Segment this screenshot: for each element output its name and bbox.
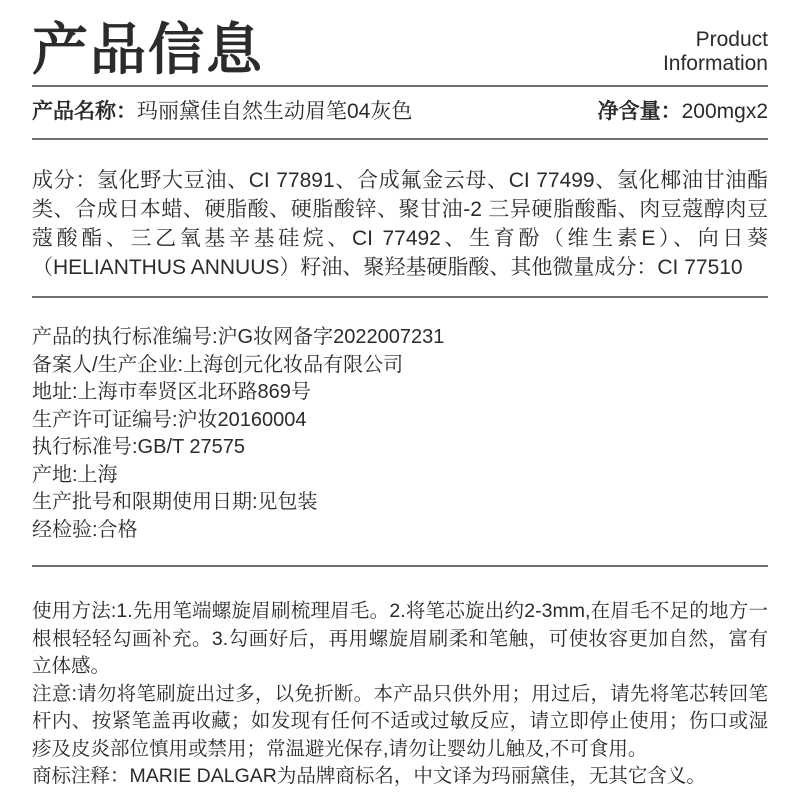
ingredients-paragraph xyxy=(32,166,768,282)
registration-line-batch-date: 生产批号和限期使用日期:见包装 xyxy=(32,491,318,513)
registration-line-origin: 产地:上海 xyxy=(32,463,118,486)
registration-block xyxy=(32,324,768,544)
usage-block xyxy=(32,598,768,791)
page-title-english xyxy=(663,28,768,78)
product-name-label: 产品名称： xyxy=(32,100,137,123)
net-content-value: 200mgx2 xyxy=(681,100,768,123)
product-name-value: 玛丽黛佳自然生动眉笔04灰色 xyxy=(137,100,413,123)
product-name xyxy=(32,100,412,124)
usage-caution-paragraph: 注意:请勿将笔刷旋出过多，以免折断。本产品只供外用；用过后，请先将笔芯转回笔杆内、按紧笔盖再收藏；如发现有任何不适或过敏反应，请立即停止使用；伤口或湿疹及皮炎部位慎用或禁用；常温避光保存,请勿让婴幼儿触及,不可食用。 xyxy=(32,682,768,760)
trademark-note-paragraph: 商标注释：MARIE DALGAR为品牌商标名，中文译为玛丽黛佳，无其它含义。 xyxy=(32,765,706,787)
divider-under-registration xyxy=(32,565,768,567)
usage-instructions-paragraph: 使用方法:1.先用笔端螺旋眉刷梳理眉毛。2.将笔芯旋出约2-3mm,在眉毛不足的地方一根根轻轻勾画补充。3.勾画好后，再用螺旋眉刷柔和笔触，可使妆容更加自然，富有立体感。 xyxy=(32,600,768,677)
divider-under-summary xyxy=(32,138,768,140)
page-header xyxy=(32,0,768,85)
ingredients-label: 成分： xyxy=(32,169,98,192)
registration-line-standard-number: 产品的执行标准编号:沪G妆网备字2022007231 xyxy=(32,326,445,348)
page-title: 产品信息 xyxy=(32,18,264,81)
registration-line-manufacturer: 备案人/生产企业:上海创元化妆品有限公司 xyxy=(32,353,404,376)
net-content xyxy=(598,100,768,124)
registration-line-license-number: 生产许可证编号:沪妆20160004 xyxy=(32,408,307,431)
page-title-english-line2: Information xyxy=(662,52,768,75)
registration-line-address: 地址:上海市奉贤区北环路869号 xyxy=(32,381,311,403)
ingredients-text: 氢化野大豆油、CI 77891、合成氟金云母、CI 77499、氢化椰油甘油酯类、合成日本蜡、硬脂酸、硬脂酸锌、聚甘油-2 三异硬脂酸酯、肉豆蔻醇肉豆蔻酸酯、三乙氧基辛基硅烷、CI 77492、生育酚（维生素E）、向日葵（HELIANTHUS ANNUUS）籽油、聚羟基硬脂酸、其他微量成分：CI 77510 xyxy=(32,169,769,279)
page-title-english-line1: Product xyxy=(695,28,768,51)
divider-under-ingredients xyxy=(32,296,768,298)
net-content-label: 净含量： xyxy=(597,100,682,123)
registration-line-executive-standard: 执行标准号:GB/T 27575 xyxy=(32,436,246,458)
registration-line-inspection: 经检验:合格 xyxy=(32,518,138,541)
product-summary-row xyxy=(32,87,768,138)
